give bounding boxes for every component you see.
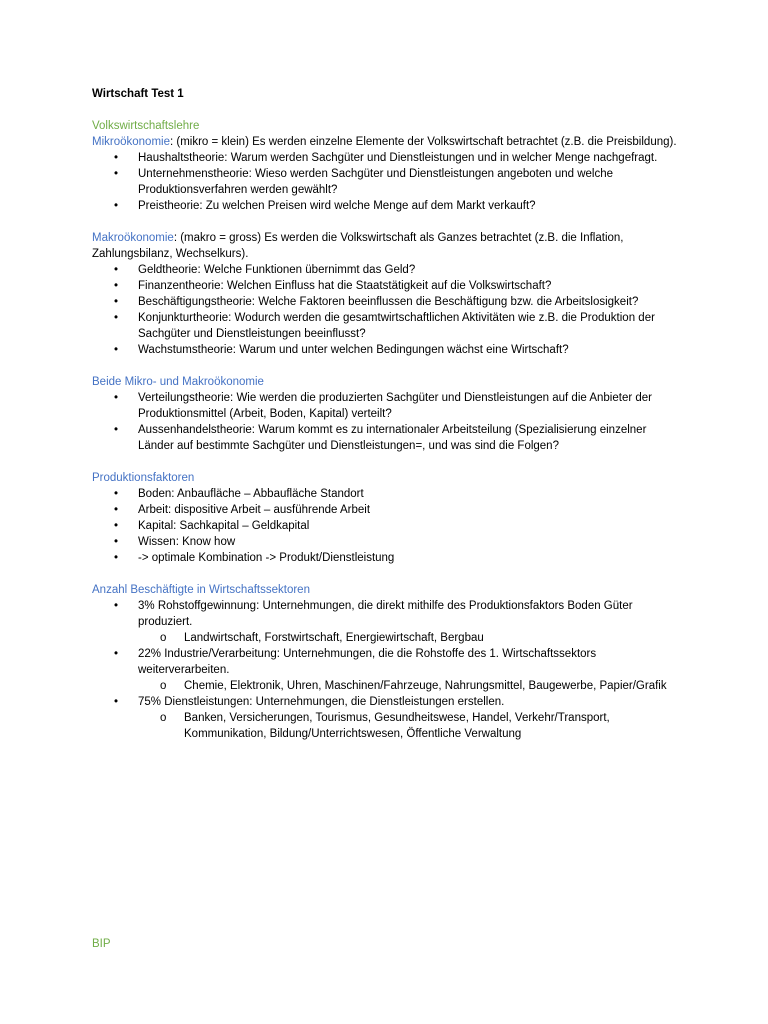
list-item: • Verteilungstheorie: Wie werden die produzierten Sachgüter und Dienstleistungen auf die Anbieter der Produktionsmittel (Arbeit, Boden, Kapital) verteilt? bbox=[92, 390, 682, 422]
list-item: • Geldtheorie: Welche Funktionen übernimmt das Geld? bbox=[92, 262, 682, 278]
list-item: • Haushaltstheorie: Warum werden Sachgüter und Dienstleistungen und in welcher Menge nachgefragt. bbox=[92, 150, 682, 166]
list-item: • Arbeit: dispositive Arbeit – ausführende Arbeit bbox=[92, 502, 682, 518]
document-title: Wirtschaft Test 1 bbox=[92, 88, 184, 100]
sektor-sublist bbox=[138, 678, 682, 694]
list-item: • Aussenhandelstheorie: Warum kommt es zu internationaler Arbeitsteilung (Spezialisierung einzelner Länder auf bestimmte Sachgüter und Dienstleistungen=, und was sind die Folgen? bbox=[92, 422, 682, 454]
mikro-intro bbox=[92, 134, 682, 150]
list-item: • Konjunkturtheorie: Wodurch werden die gesamtwirtschaftlichen Aktivitäten wie z.B. die Produktion der Sachgüter und Dienstleistungen beeinflusst? bbox=[92, 310, 682, 342]
list-item bbox=[92, 598, 682, 646]
sub-list-item: o Banken, Versicherungen, Tourismus, Gesundheitswese, Handel, Verkehr/Transport, Kommunikation, Bildung/Unterrichtswesen, Öffentliche Verwaltung bbox=[138, 710, 682, 742]
beide-list bbox=[92, 390, 682, 454]
sektoren-heading: Anzahl Beschäftigte in Wirtschaftssektoren bbox=[92, 584, 310, 596]
sektoren-list bbox=[92, 598, 682, 742]
list-item: • Kapital: Sachkapital – Geldkapital bbox=[92, 518, 682, 534]
list-item: • Wachstumstheorie: Warum und unter welchen Bedingungen wächst eine Wirtschaft? bbox=[92, 342, 682, 358]
list-item: • Finanzentheorie: Welchen Einfluss hat die Staatstätigkeit auf die Volkswirtschaft? bbox=[92, 278, 682, 294]
produktionsfaktoren-list bbox=[92, 486, 682, 566]
sektor-sublist bbox=[138, 710, 682, 742]
sub-list-item: o Chemie, Elektronik, Uhren, Maschinen/Fahrzeuge, Nahrungsmittel, Baugewerbe, Papier/Grafik bbox=[138, 678, 682, 694]
sektor-text: 22% Industrie/Verarbeitung: Unternehmungen, die die Rohstoffe des 1. Wirtschaftssektors weiterverarbeiten. bbox=[138, 648, 597, 676]
sektor-text: 3% Rohstoffgewinnung: Unternehmungen, die direkt mithilfe des Produktionsfaktors Boden Güter produziert. bbox=[138, 600, 633, 628]
sektor-sublist bbox=[138, 630, 682, 646]
list-item: • Beschäftigungstheorie: Welche Faktoren beeinflussen die Beschäftigung bzw. die Arbeitslosigkeit? bbox=[92, 294, 682, 310]
bip-heading: BIP bbox=[92, 938, 111, 950]
makro-intro bbox=[92, 230, 682, 262]
list-item: • Wissen: Know how bbox=[92, 534, 682, 550]
vwl-heading: Volkswirtschaftslehre bbox=[92, 120, 200, 132]
sektor-text: 75% Dienstleistungen: Unternehmungen, die Dienstleistungen erstellen. bbox=[138, 696, 505, 708]
list-item bbox=[92, 646, 682, 694]
mikro-text: : (mikro = klein) Es werden einzelne Elemente der Volkswirtschaft betrachtet (z.B. die Preisbildung). bbox=[169, 136, 677, 148]
produktionsfaktoren-heading: Produktionsfaktoren bbox=[92, 472, 195, 484]
list-item: • Preistheorie: Zu welchen Preisen wird welche Menge auf dem Markt verkauft? bbox=[92, 198, 682, 214]
makro-text: : (makro = gross) Es werden die Volkswirtschaft als Ganzes betrachtet (z.B. die Inflation, Zahlungsbilanz, Wechselkurs). bbox=[92, 232, 624, 260]
sub-list-item: o Landwirtschaft, Forstwirtschaft, Energiewirtschaft, Bergbau bbox=[138, 630, 682, 646]
mikro-list bbox=[92, 150, 682, 214]
list-item: • -> optimale Kombination -> Produkt/Dienstleistung bbox=[92, 550, 682, 566]
makro-term: Makroökonomie bbox=[92, 232, 174, 244]
makro-list bbox=[92, 262, 682, 358]
document-body bbox=[92, 86, 682, 742]
list-item: • Boden: Anbaufläche – Abbaufläche Standort bbox=[92, 486, 682, 502]
beide-heading: Beide Mikro- und Makroökonomie bbox=[92, 376, 264, 388]
mikro-term: Mikroökonomie bbox=[92, 136, 170, 148]
list-item bbox=[92, 694, 682, 742]
list-item: • Unternehmenstheorie: Wieso werden Sachgüter und Dienstleistungen angeboten und welche Produktionsverfahren werden gewählt? bbox=[92, 166, 682, 198]
